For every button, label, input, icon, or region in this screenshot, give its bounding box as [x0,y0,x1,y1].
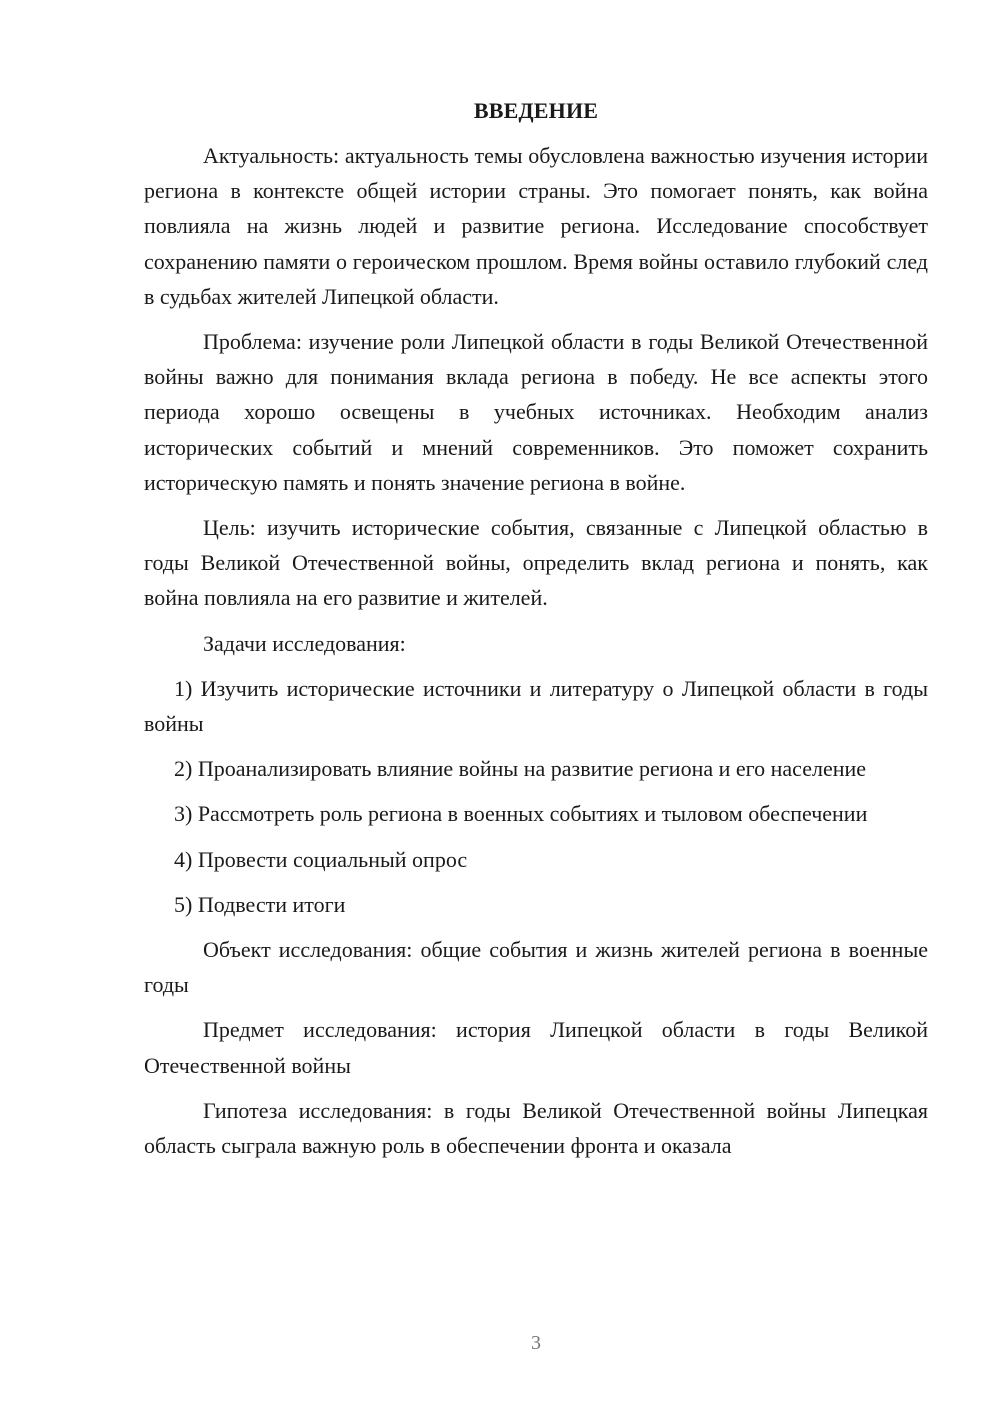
object-paragraph: Объект исследования: общие события и жизнь жителей региона в военные годы [144,937,928,998]
page-number: 3 [531,1332,541,1354]
goal-paragraph: Цель: изучить исторические события, связанные с Липецкой областью в годы Великой Отечественной войны, определить вклад региона и понять, как война повлияла на его развитие и жителей. [144,515,928,611]
tasks-heading: Задачи исследования: [203,630,406,656]
list-item: 4) Провести социальный опрос [174,846,468,872]
tasks-list [144,671,928,922]
document-page [144,96,928,1173]
list-item: 3) Рассмотреть роль региона в военных событиях и тыловом обеспечении [174,801,868,827]
relevance-paragraph: Актуальность: актуальность темы обусловлена важностью изучения истории региона в контексте общей истории страны. Это помогает понять, как война повлияла на жизнь людей и развитие региона. Исследование способствует сохранению памяти о героическом прошлом. Время войны оставило глубокий след в судьбах жителей Липецкой области. [144,143,928,309]
hypothesis-paragraph: Гипотеза исследования: в годы Великой Отечественной войны Липецкая область сыграла важную роль в обеспечении фронта и оказала [144,1097,928,1159]
problem-paragraph: Проблема: изучение роли Липецкой области в годы Великой Отечественной войны важно для понимания вклада региона в победу. Не все аспекты этого периода хорошо освещены в учебных источниках. Необходим анализ исторических событий и мнений современников. Это поможет сохранить историческую память и понять значение региона в войне. [144,329,928,495]
list-item: 2) Проанализировать влияние войны на развитие региона и его население [174,756,867,782]
list-item: 5) Подвести итоги [174,891,346,917]
subject-paragraph: Предмет исследования: история Липецкой области в годы Великой Отечественной войны [144,1017,928,1078]
list-item: 1) Изучить исторические источники и литературу о Липецкой области в годы войны [144,675,928,737]
section-title: ВВЕДЕНИЕ [473,98,599,123]
